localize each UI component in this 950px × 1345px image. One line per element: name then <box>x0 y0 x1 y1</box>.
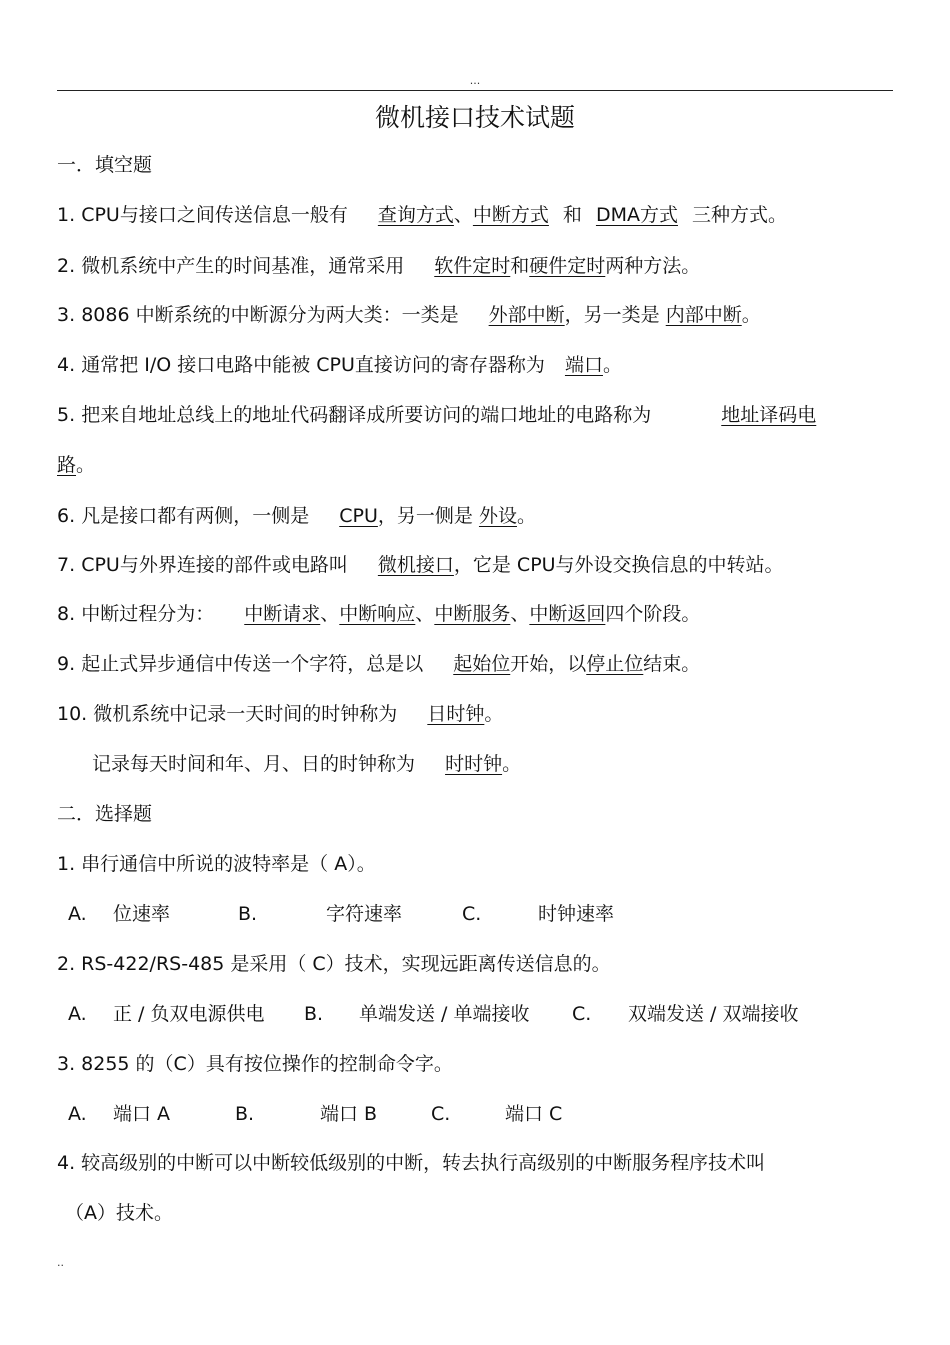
answer-blank: 日时钟 <box>427 703 485 725</box>
header-mark: ... <box>469 74 481 87</box>
q-text: 把来自地址总线上的地址代码翻译成所要访问的端口地址的电路称为 <box>81 404 652 426</box>
option-text: 正 / 负双电源供电 <box>113 1003 265 1025</box>
q-text: CPU与接口之间传送信息一般有 <box>81 204 348 226</box>
q-number: 7. <box>57 554 76 576</box>
fill-question-9 <box>57 651 700 677</box>
q-number: 6. <box>57 505 76 527</box>
q-text: 三种方式。 <box>691 204 787 226</box>
q-text: 起止式异步通信中传送一个字符，总是以 <box>81 653 424 675</box>
q-number: 4. <box>57 354 76 376</box>
q-text: 、 <box>453 204 473 226</box>
fill-question-10-part2 <box>92 751 521 777</box>
answer-blank: 内部中断 <box>665 304 742 326</box>
answer-blank: CPU <box>339 505 378 527</box>
q-text: 微机系统中记录一天时间的时钟称为 <box>93 703 398 725</box>
option-text: 单端发送 / 单端接收 <box>359 1003 530 1025</box>
q-text: 记录每天时间和年、月、日的时钟称为 <box>92 753 416 775</box>
q-text: 8086 中断系统的中断源分为两大类：一类是 <box>81 304 459 326</box>
answer-blank: 中断服务 <box>434 603 511 625</box>
q-text: 和 <box>510 255 530 277</box>
option-label: B. <box>304 1003 324 1025</box>
q-text: 开始，以 <box>510 653 587 675</box>
option-text: 时钟速率 <box>538 903 615 925</box>
option-label: A. <box>68 1103 87 1125</box>
choice-question-1: 1. 串行通信中所说的波特率是（ A）。 <box>57 853 376 875</box>
q-text: 两种方法。 <box>605 255 701 277</box>
option-label: A. <box>68 1003 87 1025</box>
fill-question-5 <box>57 402 816 428</box>
choice-question-3: 3. 8255 的（C）具有按位操作的控制命令字。 <box>57 1053 453 1075</box>
q-number: 8. <box>57 603 76 625</box>
answer-blank: 软件定时 <box>434 255 511 277</box>
fill-question-2 <box>57 253 700 279</box>
q-text: 结束。 <box>643 653 701 675</box>
q-text: ，另一类是 <box>564 304 660 326</box>
option-label: C. <box>431 1103 451 1125</box>
option-label: B. <box>235 1103 255 1125</box>
fill-question-3 <box>57 302 761 328</box>
answer-blank: 中断方式 <box>472 204 549 226</box>
option-text: 端口 B <box>320 1103 378 1125</box>
q-text: 凡是接口都有两侧，一侧是 <box>81 505 310 527</box>
q-text: 微机系统中产生的时间基准，通常采用 <box>81 255 405 277</box>
option-label: C. <box>572 1003 592 1025</box>
section1-heading: 一．填空题 <box>57 154 153 176</box>
answer-blank: 外部中断 <box>488 304 565 326</box>
answer-blank: 外设 <box>478 505 517 527</box>
option-label: C. <box>462 903 482 925</box>
q-text: 。 <box>516 505 536 527</box>
q-text: 四个阶段。 <box>605 603 701 625</box>
fill-question-10 <box>57 701 503 727</box>
answer-blank: 中断请求 <box>244 603 321 625</box>
answer-blank: 查询方式 <box>377 204 454 226</box>
fill-question-1 <box>57 202 787 228</box>
answer-blank: 中断响应 <box>339 603 416 625</box>
q-text: 中断过程分为： <box>81 603 215 625</box>
q-text: 。 <box>502 753 522 775</box>
answer-blank: 停止位 <box>586 653 644 675</box>
fill-question-4 <box>57 352 622 378</box>
separator: 、 <box>510 603 530 625</box>
q-number: 5. <box>57 404 76 426</box>
fill-question-6 <box>57 503 536 529</box>
q-text: 。 <box>484 703 504 725</box>
option-text: 端口 A <box>113 1103 171 1125</box>
q-text: 通常把 I/O 接口电路中能被 CPU直接访问的寄存器称为 <box>81 354 545 376</box>
footer-mark: .. <box>57 1256 64 1269</box>
answer-blank: 中断返回 <box>529 603 606 625</box>
answer-blank: 微机接口 <box>377 554 454 576</box>
option-text: 字符速率 <box>326 903 403 925</box>
q-number: 2. <box>57 255 76 277</box>
q-text: 和 <box>562 204 582 226</box>
separator: 、 <box>415 603 435 625</box>
option-text: 端口 C <box>505 1103 563 1125</box>
option-text: 位速率 <box>113 903 171 925</box>
option-text: 双端发送 / 双端接收 <box>628 1003 799 1025</box>
q-number: 3. <box>57 304 76 326</box>
answer-blank: 端口 <box>564 354 603 376</box>
q-number: 9. <box>57 653 76 675</box>
q-number: 1. <box>57 204 76 226</box>
q-number: 10. <box>57 703 88 725</box>
option-label: B. <box>238 903 258 925</box>
answer-blank: 时时钟 <box>445 753 503 775</box>
separator: 、 <box>320 603 340 625</box>
answer-blank: 路 <box>57 454 77 476</box>
answer-blank: 硬件定时 <box>529 255 606 277</box>
header-rule <box>57 90 893 91</box>
q-text: CPU与外界连接的部件或电路叫 <box>81 554 348 576</box>
answer-blank: DMA方式 <box>595 204 678 226</box>
option-label: A. <box>68 903 87 925</box>
section2-heading: 二．选择题 <box>57 803 153 825</box>
fill-question-8 <box>57 601 700 627</box>
choice-question-4-cont: （A）技术。 <box>65 1202 173 1224</box>
q-text: 。 <box>76 454 96 476</box>
answer-blank: 起始位 <box>453 653 511 675</box>
choice-question-4: 4. 较高级别的中断可以中断较低级别的中断，转去执行高级别的中断服务程序技术叫 <box>57 1152 766 1174</box>
choice-question-2: 2. RS-422/RS-485 是采用（ C）技术，实现远距离传送信息的。 <box>57 953 611 975</box>
answer-blank: 地址译码电 <box>721 404 817 426</box>
q-text: ，另一侧是 <box>377 505 473 527</box>
q-text: 。 <box>602 354 622 376</box>
fill-question-5-cont <box>57 452 95 478</box>
fill-question-7 <box>57 552 784 578</box>
q-text: 。 <box>741 304 761 326</box>
q-text: ，它是 CPU与外设交换信息的中转站。 <box>453 554 784 576</box>
page-title: 微机接口技术试题 <box>374 103 575 132</box>
